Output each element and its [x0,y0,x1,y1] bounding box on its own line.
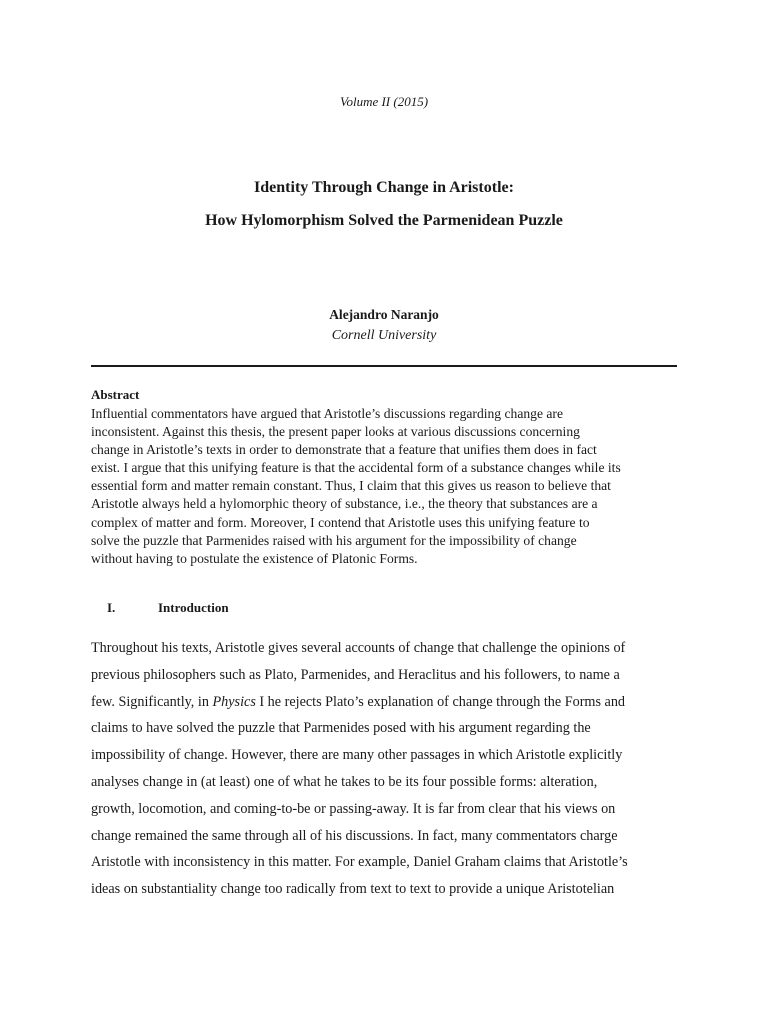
horizontal-rule [91,365,677,367]
abstract-line: solve the puzzle that Parmenides raised with his argument for the impossibility of change [91,532,577,548]
body-line: claims to have solved the puzzle that Parmenides posed with his argument regarding the [91,720,591,737]
paper-title-line-2: How Hylomorphism Solved the Parmenidean Puzzle [205,212,563,229]
body-line: change remained the same through all of his discussions. In fact, many commentators charge [91,827,618,844]
section-heading: Introduction [158,600,229,615]
section-number: I. [107,600,116,615]
paper-title-line-1: Identity Through Change in Aristotle: [254,179,514,196]
body-line: growth, locomotion, and coming-to-be or passing-away. It is far from clear that his views on [91,800,616,817]
abstract-line: change in Aristotle’s texts in order to demonstrate that a feature that unifies them does in fact [91,442,597,458]
author-name: Alejandro Naranjo [329,307,439,322]
body-text-span: few. Significantly, in [91,693,213,710]
body-line: ideas on substantiality change too radically from text to text to provide a unique Aristotelian [91,881,615,898]
abstract-line: essential form and matter remain constant. Thus, I claim that this gives us reason to believe that [91,478,611,494]
abstract-line: without having to postulate the existence of Platonic Forms. [91,550,418,566]
body-paragraph [91,638,691,906]
abstract-line: exist. I argue that this unifying feature is that the accidental form of a substance changes while its [91,460,621,476]
body-line: previous philosophers such as Plato, Parmenides, and Heraclitus and his followers, to name a [91,666,620,683]
body-line: analyses change in (at least) one of what he takes to be its four possible forms: alteration, [91,773,598,790]
body-line: impossibility of change. However, there are many other passages in which Aristotle explicitly [91,747,623,764]
abstract-body [91,405,691,568]
author-affiliation: Cornell University [331,328,437,343]
abstract-line: Influential commentators have argued that Aristotle’s discussions regarding change are [91,406,563,421]
abstract-line: inconsistent. Against this thesis, the present paper looks at various discussions concerning [91,424,580,440]
body-line: Throughout his texts, Aristotle gives several accounts of change that challenge the opinions of [91,640,626,656]
journal-volume: Volume II (2015) [339,94,429,109]
abstract-line: complex of matter and form. Moreover, I contend that Aristotle uses this unifying feature to [91,514,590,530]
abstract-line: Aristotle always held a hylomorphic theory of substance, i.e., the theory that substances are a [91,496,598,512]
book-title-physics: Physics [212,693,256,710]
body-line: Aristotle with inconsistency in this matter. For example, Daniel Graham claims that Aristotle’s [91,854,628,871]
abstract-heading: Abstract [91,387,140,402]
body-text-span: I he rejects Plato’s explanation of change through the Forms and [255,693,626,710]
body-line [91,692,691,719]
